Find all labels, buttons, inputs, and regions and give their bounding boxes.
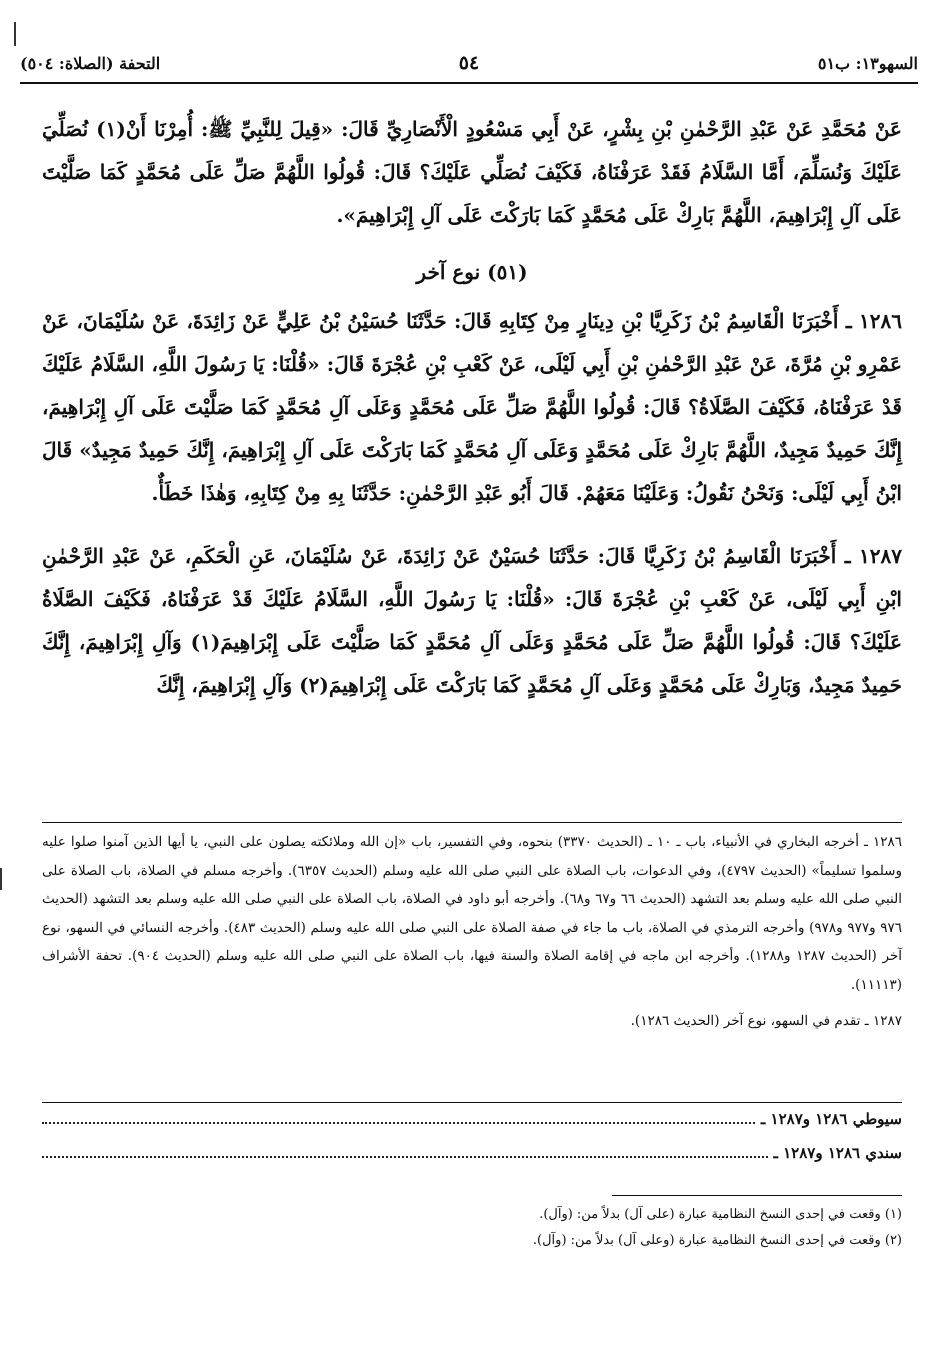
- scan-edge-mark: [0, 868, 2, 890]
- commentary-ref-row: [42, 1110, 902, 1144]
- hadith-1287: [42, 535, 902, 707]
- hadith-number: ١٢٨٦: [859, 309, 902, 333]
- hadith-text: ـ أَخْبَرَنَا الْقَاسِمُ بْنُ زَكَرِيَّا قَالَ: حَدَّثَنَا حُسَيْنٌ عَنْ زَائِدَةَ، عَنْ سُلَيْمَانَ، عَنِ الْحَكَمِ، عَنْ عَبْدِ الرَّحْمٰنِ ابْنِ أَبِي لَيْلَى، عَنْ كَعْبِ بْنِ عُجْرَةَ قَالَ: «قُلْنَا: يَا رَسُولَ اللَّهِ، السَّلَامُ عَلَيْكَ قَدْ عَرَفْنَاهُ، فَكَيْفَ الصَّلَاةُ عَلَيْكَ؟ قَالَ: قُولُوا اللَّهُمَّ صَلِّ عَلَى مُحَمَّدٍ وَعَلَى آلِ مُحَمَّدٍ كَمَا صَلَّيْتَ عَلَى إِبْرَاهِيمَ(١) وَآلِ إِبْرَاهِيمَ، إِنَّكَ حَمِيدٌ مَجِيدٌ، وَبَارِكْ عَلَى مُحَمَّدٍ وَعَلَى آلِ مُحَمَّدٍ كَمَا بَارَكْتَ عَلَى إِبْرَاهِيمَ(٢) وَآلِ إِبْرَاهِيمَ، إِنَّكَ: [42, 544, 902, 697]
- commentary-ref-label: سندي ١٢٨٦ و١٢٨٧ ـ: [773, 1144, 902, 1162]
- variant-notes: [42, 1202, 902, 1254]
- commentary-references: [42, 1110, 902, 1178]
- section-title: (٥١) نوع آخر: [416, 260, 528, 284]
- header-right-reference: السهو١٣: ب٥١: [817, 53, 918, 73]
- dotted-leader: [42, 1156, 768, 1158]
- takhrij-notes: [42, 828, 902, 1036]
- hadith-1286: [42, 300, 902, 515]
- hadith-text: ـ أَخْبَرَنَا الْقَاسِمُ بْنُ زَكَرِيَّا بْنِ دِينَارٍ مِنْ كِتَابِهِ قَالَ: حَدَّثَنَا حُسَيْنُ بْنُ عَلِيٍّ عَنْ زَائِدَةَ، عَنْ سُلَيْمَانَ، عَنْ عَمْرِو بْنِ مُرَّةَ، عَنْ عَبْدِ الرَّحْمٰنِ بْنِ أَبِي لَيْلَى، عَنْ كَعْبِ بْنِ عُجْرَةَ قَالَ: «قُلْنَا: يَا رَسُولَ اللَّهِ، السَّلَامُ عَلَيْكَ قَدْ عَرَفْنَاهُ، فَكَيْفَ الصَّلَاةُ؟ قَالَ: قُولُوا اللَّهُمَّ صَلِّ عَلَى مُحَمَّدٍ وَعَلَى آلِ مُحَمَّدٍ كَمَا صَلَّيْتَ عَلَى آلِ إِبْرَاهِيمَ، إِنَّكَ حَمِيدٌ مَجِيدٌ، اللَّهُمَّ بَارِكْ عَلَى مُحَمَّدٍ وَعَلَى آلِ مُحَمَّدٍ كَمَا بَارَكْتَ عَلَى آلِ إِبْرَاهِيمَ، إِنَّكَ حَمِيدٌ مَجِيدٌ» قَالَ ابْنُ أَبِي لَيْلَى: وَنَحْنُ نَقُولُ: وَعَلَيْنَا مَعَهُمْ. قَالَ أَبُو عَبْدِ الرَّحْمٰنِ: حَدَّثَنَا بِهِ مِنْ كِتَابِهِ، وَهٰذَا خَطَأٌ.: [42, 309, 902, 505]
- variant-note-1: (١) وقعت في إحدى النسخ النظامية عبارة (على آل) بدلاً من: (وآل).: [539, 1207, 902, 1222]
- dotted-leader: [42, 1122, 755, 1124]
- main-text: [42, 108, 902, 707]
- page-number: ٥٤: [458, 52, 480, 74]
- footnote-divider: [42, 822, 902, 823]
- commentary-ref-label: سيوطي ١٢٨٦ و١٢٨٧ ـ: [760, 1110, 902, 1128]
- variant-notes-divider: [612, 1195, 902, 1196]
- takhrij-note-1286: ١٢٨٦ ـ أخرجه البخاري في الأنبياء، باب ـ ١٠ ـ (الحديث ٣٣٧٠) بنحوه، وفي التفسير، باب «إن الله وملائكته يصلون على النبي، يا أيها الذين آمنوا صلوا عليه وسلموا تسليماً» (الحديث ٤٧٩٧)، وفي الدعوات، باب الصلاة على النبي صلى الله عليه وسلم (الحديث ٦٣٥٧). وأخرجه مسلم في الصلاة، باب الصلاة على النبي صلى الله عليه وسلم بعد التشهد (الحديث ٦٦ و٦٧ و٦٨). وأخرجه أبو داود في الصلاة، باب الصلاة على النبي صلى الله عليه وسلم بعد التشهد (الحديث ٩٧٦ و٩٧٧ و٩٧٨) وأخرجه الترمذي في الصلاة، باب ما جاء في صفة الصلاة على النبي صلى الله عليه وسلم (الحديث ٤٨٣). وأخرجه النسائي في السهو، نوع آخر (الحديث ١٢٨٧ و١٢٨٨). وأخرجه ابن ماجه في إقامة الصلاة والسنة فيها، باب الصلاة على النبي صلى الله عليه وسلم (الحديث ٩٠٤). تحفة الأشراف (١١١١٣).: [42, 834, 903, 993]
- takhrij-note-1287: ١٢٨٧ ـ تقدم في السهو، نوع آخر (الحديث ١٢٨٦).: [630, 1013, 902, 1029]
- scan-edge-mark: [14, 22, 16, 46]
- commentary-ref-row: [42, 1144, 902, 1178]
- commentary-divider: [42, 1102, 902, 1103]
- hadith-number: ١٢٨٧: [859, 544, 902, 568]
- opening-paragraph: عَنْ مُحَمَّدِ عَنْ عَبْدِ الرَّحْمٰنِ بْنِ بِشْرٍ، عَنْ أَبِي مَسْعُودٍ الْأَنْصَارِيِّ قَالَ: «قِيلَ لِلنَّبِيِّ ﷺ: أُمِرْنَا أَنْ(١) نُصَلِّيَ عَلَيْكَ وَنُسَلِّمَ، أَمَّا السَّلَامُ فَقَدْ عَرَفْنَاهُ، فَكَيْفَ نُصَلِّي عَلَيْكَ؟ قَالَ: قُولُوا اللَّهُمَّ صَلِّ عَلَى مُحَمَّدٍ كَمَا صَلَّيْتَ عَلَى آلِ إِبْرَاهِيمَ، اللَّهُمَّ بَارِكْ عَلَى مُحَمَّدٍ كَمَا بَارَكْتَ عَلَى آلِ إِبْرَاهِيمَ».: [42, 117, 902, 227]
- variant-note-2: (٢) وقعت في إحدى النسخ النظامية عبارة (وعلى آل) بدلاً من: (وآل).: [532, 1233, 902, 1248]
- header-divider: [20, 82, 918, 84]
- header-left-reference: التحفة (الصلاة: ٥٠٤): [20, 53, 161, 73]
- page-header: [20, 48, 918, 78]
